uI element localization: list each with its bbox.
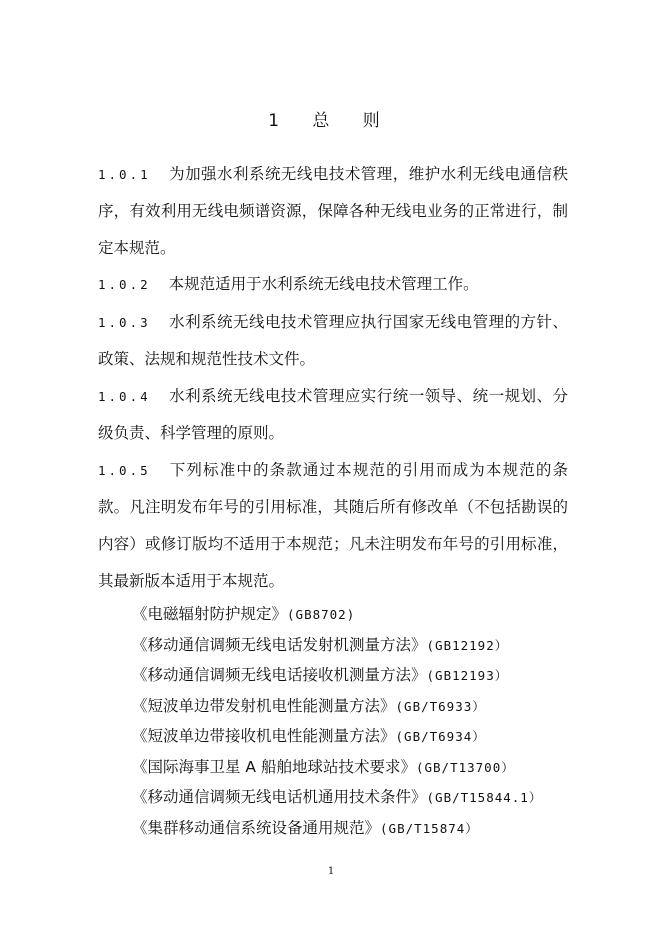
reference-code: (GB/T6933） <box>395 698 486 714</box>
clause-text: 水利系统无线电技术管理应实行统一领导、统一规划、分级负责、科学管理的原则。 <box>98 387 568 442</box>
reference-code: (GB/T6934） <box>395 729 486 744</box>
clause-number: 1.0.4 <box>98 389 151 404</box>
reference-code: (GB8702) <box>287 607 356 622</box>
reference-list <box>132 599 542 843</box>
reference-item <box>132 630 542 661</box>
reference-code: (GB/T13700） <box>415 759 515 775</box>
chapter-title: 1 总 则 <box>268 111 394 131</box>
reference-title: 《短波单边带发射机电性能测量方法》 <box>132 696 396 715</box>
clause-number: 1.0.3 <box>98 315 151 330</box>
clause-1-0-4 <box>98 378 568 452</box>
reference-code: (GB/T15874） <box>380 820 479 836</box>
reference-item <box>132 752 542 783</box>
reference-title: 《短波单边带接收机电性能测量方法》 <box>132 727 396 745</box>
clause-number: 1.0.2 <box>98 277 151 292</box>
reference-title: 《移动通信调频无线电话接收机测量方法》 <box>132 666 427 684</box>
reference-title: 《集群移动通信系统设备通用规范》 <box>132 818 381 837</box>
reference-code: (GB/T15844.1） <box>426 790 543 805</box>
clause-1-0-5 <box>98 452 568 600</box>
clause-1-0-1 <box>98 156 568 267</box>
clause-1-0-2 <box>98 266 568 303</box>
reference-item <box>132 782 542 813</box>
reference-item <box>132 660 542 691</box>
clause-1-0-3 <box>98 304 568 378</box>
clause-text: 水利系统无线电技术管理应执行国家无线电管理的方针、政策、法规和规范性技术文件。 <box>98 313 568 368</box>
reference-title: 《电磁辐射防护规定》 <box>132 605 288 623</box>
reference-title: 《移动通信调频无线电话发射机测量方法》 <box>132 635 427 654</box>
page-number: 1 <box>327 866 335 877</box>
reference-code: (GB12193） <box>426 668 509 683</box>
clause-number: 1.0.1 <box>98 167 151 182</box>
reference-item <box>132 599 542 630</box>
reference-item <box>132 813 542 844</box>
reference-title: 《国际海事卫星 A 船舶地球站技术要求》 <box>132 757 416 776</box>
reference-item <box>132 691 542 722</box>
clause-text: 为加强水利系统无线电技术管理，维护水利无线电通信秩序，有效利用无线电频谱资源，保障各种无线电业务的正常进行，制定本规范。 <box>98 165 568 257</box>
reference-title: 《移动通信调频无线电话机通用技术条件》 <box>132 788 427 806</box>
clause-number: 1.0.5 <box>98 463 151 478</box>
clause-text: 下列标准中的条款通过本规范的引用而成为本规范的条款。凡注明发布年号的引用标准，其随后所有修改单（不包括勘误的内容）或修订版均不适用于本规范；凡未注明发布年号的引用标准，其最新版本适用于本规范。 <box>98 461 568 590</box>
reference-item <box>132 721 542 752</box>
clause-text: 本规范适用于水利系统无线电技术管理工作。 <box>168 275 479 293</box>
reference-code: (GB12192） <box>426 637 509 653</box>
